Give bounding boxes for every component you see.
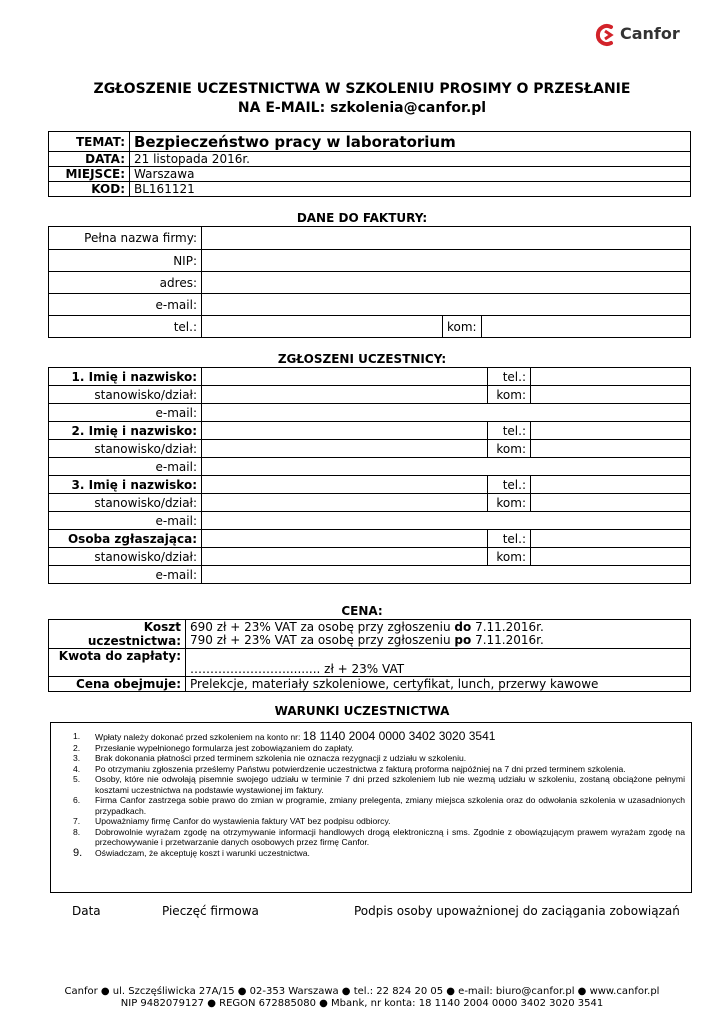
form-title <box>0 80 724 118</box>
participant-3-email-field[interactable] <box>202 512 691 530</box>
training-date-row <box>49 152 691 167</box>
condition-item-7: 7. Upoważniamy firmę Canfor do wystawienia faktury VAT bez podpisu odbiorcy. <box>73 816 391 826</box>
participant-3-tel-label: tel.: <box>488 476 531 494</box>
date-label: DATA: <box>49 152 130 167</box>
place-label: MIEJSCE: <box>49 167 130 182</box>
participant-2-name-label: 2. Imię i nazwisko: <box>49 422 202 440</box>
participant-1-position-field[interactable] <box>202 386 488 404</box>
footer-registration-line: NIP 9482079127 ● REGON 672885080 ● Mbank, nr konta: 18 1140 2004 0000 3402 3020 3541 <box>120 998 604 1009</box>
company-name-label: Pełna nazwa firmy: <box>49 227 202 250</box>
price-includes-value: Prelekcje, materiały szkoleniowe, certyfikat, lunch, przerwy kawowe <box>186 677 691 692</box>
condition-item-8: 8. Dobrowolnie wyrażam zgodę na otrzymywanie informacji handlowych drogą elektroniczną i sms. Zgodnie z obowiązującym prawem wyrażam zgodę na przechowywanie i przetwarzanie danych osobowych przez firmę Canfor. <box>73 826 685 847</box>
signature-date-label: Data <box>72 904 101 918</box>
topic-label: TEMAT: <box>49 132 130 152</box>
participant-3-position-field[interactable] <box>202 494 488 512</box>
conditions-heading: WARUNKI UCZESTNICTWA <box>274 704 450 718</box>
training-code-row <box>49 182 691 197</box>
participant-3-email-label: e-mail: <box>49 512 202 530</box>
signature-stamp-label: Pieczęć firmowa <box>162 904 259 918</box>
applicant-position-label: stanowisko/dział: <box>49 548 202 566</box>
training-info-table <box>48 131 691 197</box>
participant-3-position-label: stanowisko/dział: <box>49 494 202 512</box>
canfor-logo <box>592 22 692 48</box>
price-table <box>48 619 691 692</box>
participant-1-kom-label: kom: <box>488 386 531 404</box>
participant-2-email-field[interactable] <box>202 458 691 476</box>
participant-1-email-label: e-mail: <box>49 404 202 422</box>
applicant-name-label: Osoba zgłaszająca: <box>49 530 202 548</box>
applicant-tel-field[interactable] <box>531 530 691 548</box>
code-label: KOD: <box>49 182 130 197</box>
condition-item-4: 4. Po otrzymaniu zgłoszenia prześlemy Państwu potwierdzenie uczestnictwa z fakturą proforma najpóźniej na 7 dni przed terminem szkolenia. <box>73 763 626 774</box>
amount-due-label: Kwota do zapłaty: <box>49 649 186 677</box>
applicant-email-field[interactable] <box>202 566 691 584</box>
participant-1-position-label: stanowisko/dział: <box>49 386 202 404</box>
participant-1-name-label: 1. Imię i nazwisko: <box>49 368 202 386</box>
participant-3-kom-field[interactable] <box>531 494 691 512</box>
cost-value <box>186 620 691 649</box>
participant-2-tel-field[interactable] <box>531 422 691 440</box>
invoice-kom-field[interactable] <box>481 316 690 338</box>
nip-field[interactable] <box>202 250 691 272</box>
training-place-row <box>49 167 691 182</box>
amount-due-field[interactable]: ……………………......... zł + 23% VAT <box>186 649 691 677</box>
condition-item-9: 9. Oświadczam, że akceptuję koszt i warunki uczestnictwa. <box>73 846 310 859</box>
applicant-position-field[interactable] <box>202 548 488 566</box>
applicant-name-field[interactable] <box>202 530 488 548</box>
participant-1-name-row <box>49 368 691 386</box>
participant-3-tel-field[interactable] <box>531 476 691 494</box>
applicant-kom-label: kom: <box>488 548 531 566</box>
invoice-kom-label: kom: <box>443 316 482 338</box>
invoice-tel-label: tel.: <box>49 316 202 338</box>
participants-table <box>48 367 691 584</box>
price-heading: CENA: <box>341 604 383 618</box>
bank-account-number: 18 1140 2004 0000 3402 3020 3541 <box>302 729 496 743</box>
participant-2-name-field[interactable] <box>202 422 488 440</box>
participant-1-email-field[interactable] <box>202 404 691 422</box>
participant-3-name-label: 3. Imię i nazwisko: <box>49 476 202 494</box>
participant-2-tel-label: tel.: <box>488 422 531 440</box>
nip-label: NIP: <box>49 250 202 272</box>
participant-2-kom-label: kom: <box>488 440 531 458</box>
logo-text: Canfor <box>620 24 680 43</box>
participant-2-email-label: e-mail: <box>49 458 202 476</box>
form-title-line1: ZGŁOSZENIE UCZESTNICTWA W SZKOLENIU PROSIMY O PRZESŁANIE <box>93 81 631 97</box>
condition-item-5: 5. Osoby, które nie odwołają pisemnie swojego udziału w terminie 7 dni przed szkoleniem lub nie wezmą udziału w szkoleniu, zostaną obciążone pełnymi kosztami uczestnictwa na podstawie wystawionej im faktury. <box>73 774 685 795</box>
participant-2-position-label: stanowisko/dział: <box>49 440 202 458</box>
condition-item-1: 1. Wpłaty należy dokonać przed szkoleniem na konto nr: 18 1140 2004 0000 3402 3020 3541 <box>73 729 496 743</box>
conditions-list <box>51 731 691 858</box>
invoice-email-label: e-mail: <box>49 294 202 316</box>
form-title-line2: NA E-MAIL: szkolenia@canfor.pl <box>237 100 487 116</box>
invoice-tel-field[interactable] <box>202 316 443 338</box>
participant-1-tel-field[interactable] <box>531 368 691 386</box>
address-label: adres: <box>49 272 202 294</box>
conditions-box <box>50 722 692 893</box>
signature-authorized-label: Podpis osoby upoważnionej do zaciągania zobowiązań <box>354 904 680 918</box>
participant-3-kom-label: kom: <box>488 494 531 512</box>
participant-3-name-row <box>49 476 691 494</box>
applicant-email-label: e-mail: <box>49 566 202 584</box>
date-value: 21 listopada 2016r. <box>130 152 691 167</box>
place-value: Warszawa <box>130 167 691 182</box>
footer-contact-line: Canfor ● ul. Szczęśliwicka 27A/15 ● 02-353 Warszawa ● tel.: 22 824 20 05 ● e-mail: biuro@canfor.pl ● www.canfor.pl <box>64 986 660 997</box>
applicant-kom-field[interactable] <box>531 548 691 566</box>
participant-3-name-field[interactable] <box>202 476 488 494</box>
participant-2-position-field[interactable] <box>202 440 488 458</box>
code-value: BL161121 <box>130 182 691 197</box>
footer <box>0 986 724 1010</box>
canfor-logo-icon <box>592 22 618 48</box>
applicant-tel-label: tel.: <box>488 530 531 548</box>
condition-item-2: 2. Przesłanie wypełnionego formularza jest zobowiązaniem do zapłaty. <box>73 742 354 753</box>
company-name-field[interactable] <box>202 227 691 250</box>
address-field[interactable] <box>202 272 691 294</box>
invoice-email-field[interactable] <box>202 294 691 316</box>
participant-1-kom-field[interactable] <box>531 386 691 404</box>
price-includes-label: Cena obejmuje: <box>49 677 186 692</box>
participant-2-kom-field[interactable] <box>531 440 691 458</box>
cost-line-early: 690 zł + 23% VAT za osobę przy zgłoszeniu do 7.11.2016r. <box>190 620 544 634</box>
participant-1-name-field[interactable] <box>202 368 488 386</box>
training-topic-row <box>49 132 691 152</box>
participants-heading: ZGŁOSZENI UCZESTNICY: <box>277 352 447 366</box>
applicant-name-row <box>49 530 691 548</box>
invoice-table <box>48 226 691 338</box>
condition-item-6: 6. Firma Canfor zastrzega sobie prawo do zmian w programie, zmiany prelegenta, zmiany miejsca szkolenia oraz do odwołania szkolenia w uzasadnionych przypadkach. <box>73 795 685 816</box>
cost-line-late: 790 zł + 23% VAT za osobę przy zgłoszeniu po 7.11.2016r. <box>190 633 544 647</box>
condition-item-3: 3. Brak dokonania płatności przed terminem szkolenia nie oznacza rezygnacji z udziału w szkoleniu. <box>73 753 467 763</box>
participant-2-name-row <box>49 422 691 440</box>
invoice-heading: DANE DO FAKTURY: <box>296 211 428 225</box>
topic-value: Bezpieczeństwo pracy w laboratorium <box>130 132 691 152</box>
cost-label: Koszt uczestnictwa: <box>49 620 186 649</box>
participant-1-tel-label: tel.: <box>488 368 531 386</box>
